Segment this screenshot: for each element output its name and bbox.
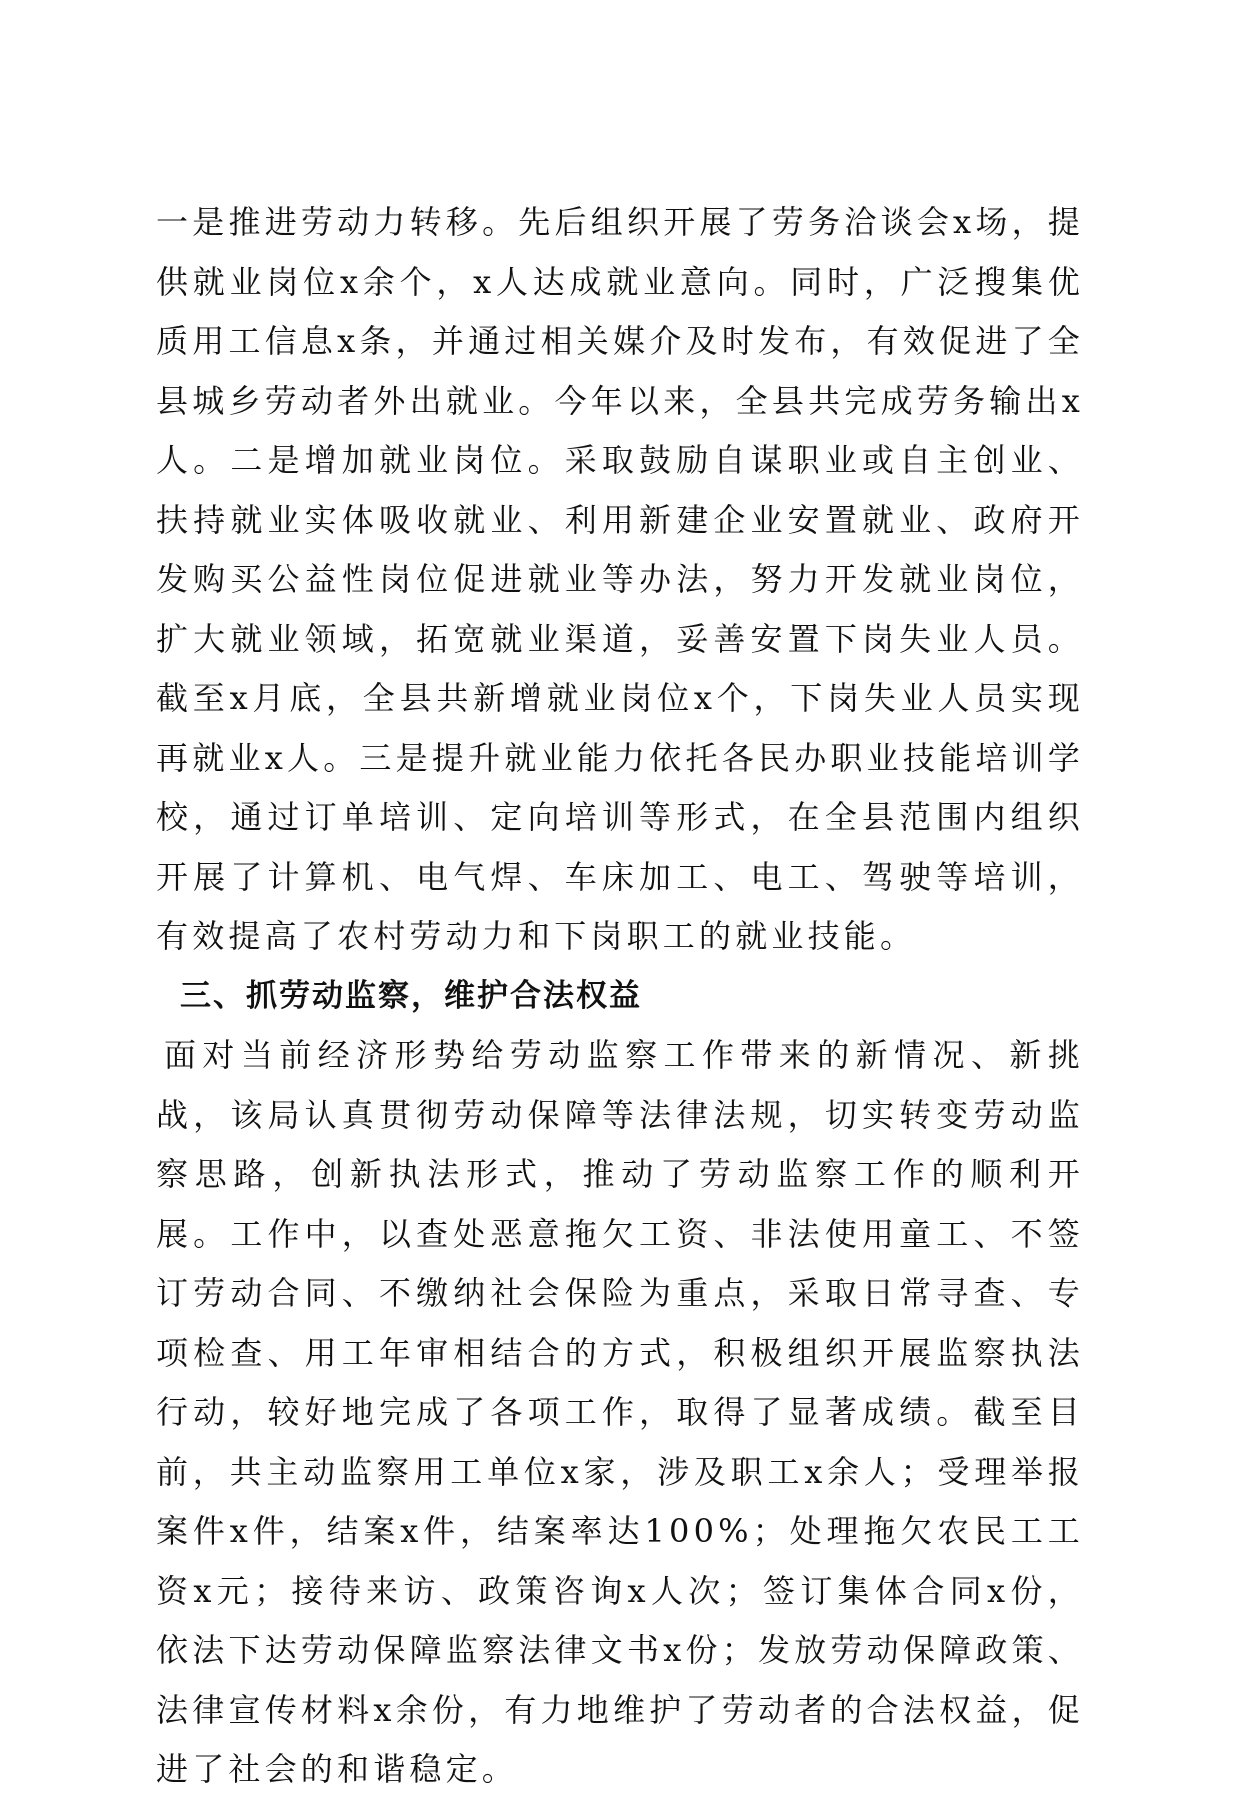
section-heading: 三、抓劳动监察，维护合法权益 <box>180 977 642 1014</box>
paragraph-employment: 一是推进劳动力转移。先后组织开展了劳务洽谈会x场，提供就业岗位x余个，x人达成就业意向。同时，广泛搜集优质用工信息x条，并通过相关媒介及时发布，有效促进了全县城乡劳动者外出就业。今年以来，全县共完成劳务输出x人。二是增加就业岗位。采取鼓励自谋职业或自主创业、扶持就业实体吸收就业、利用新建企业安置就业、政府开发购买公益性岗位促进就业等办法，努力开发就业岗位，扩大就业领域，拓宽就业渠道，妥善安置下岗失业人员。截至x月底，全县共新增就业岗位x个，下岗失业人员实现再就业x人。三是提升就业能力依托各民办职业技能培训学校，通过订单培训、定向培训等形式，在全县范围内组织开展了计算机、电气焊、车床加工、电工、驾驶等培训，有效提高了农村劳动力和下岗职工的就业技能。 <box>156 203 1084 955</box>
paragraph-labor-inspection: 面对当前经济形势给劳动监察工作带来的新情况、新挑战，该局认真贯彻劳动保障等法律法规，切实转变劳动监察思路，创新执法形式，推动了劳动监察工作的顺利开展。工作中，以查处恶意拖欠工资、非法使用童工、不签订劳动合同、不缴纳社会保险为重点，采取日常寻查、专项检查、用工年审相结合的方式，积极组织开展监察执法行动，较好地完成了各项工作，取得了显著成绩。截至目前，共主动监察用工单位x家，涉及职工x余人；受理举报案件x件，结案x件，结案率达100%；处理拖欠农民工工资x元；接待来访、政策咨询x人次；签订集体合同x份，依法下达劳动保障监察法律文书x份；发放劳动保障政策、法律宣传材料x余份，有力地维护了劳动者的合法权益，促进了社会的和谐稳定。 <box>156 1036 1084 1788</box>
document-body <box>156 193 1084 1800</box>
